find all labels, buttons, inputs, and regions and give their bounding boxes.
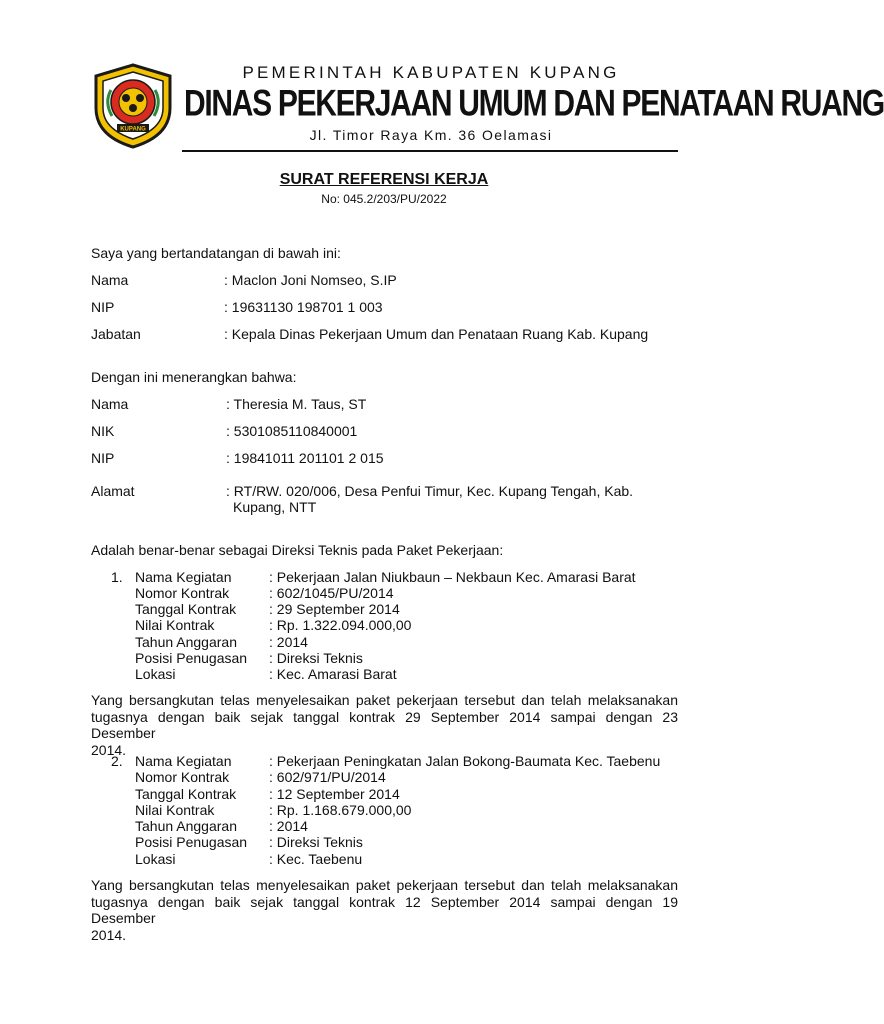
letterhead-address: Jl. Timor Raya Km. 36 Oelamasi <box>309 127 553 143</box>
subject-name-value: : Theresia M. Taus, ST <box>226 396 367 412</box>
signer-position-label: Jabatan <box>91 326 141 342</box>
project-field-label: Lokasi <box>135 851 176 867</box>
signer-nip-label: NIP <box>91 299 115 315</box>
project-field-value: : Kec. Taebenu <box>269 851 363 867</box>
project-field-label: Nama Kegiatan <box>135 753 232 769</box>
statement-line: 2014. <box>91 741 127 758</box>
project-field-label: Posisi Penugasan <box>135 834 248 850</box>
subject-nip-value: : 19841011 201101 2 015 <box>226 450 384 466</box>
project-statement <box>91 877 678 943</box>
signer-name-value: : Maclon Joni Nomseo, S.IP <box>224 272 397 288</box>
project-field-label: Posisi Penugasan <box>135 650 248 666</box>
svg-text:KUPANG: KUPANG <box>120 126 146 133</box>
signer-name-label: Nama <box>91 272 129 288</box>
project-field-value: : Pekerjaan Peningkatan Jalan Bokong-Baumata Kec. Taebenu <box>269 753 661 769</box>
letterhead-government: PEMERINTAH KABUPATEN KUPANG <box>242 63 620 82</box>
project-field-value: : Rp. 1.168.679.000,00 <box>269 802 412 818</box>
project-number: 2. <box>111 753 123 769</box>
project-field-value: : 602/971/PU/2014 <box>269 769 386 785</box>
project-field-label: Nama Kegiatan <box>135 569 232 585</box>
project-field-value: : Direksi Teknis <box>269 834 363 850</box>
kupang-regency-emblem <box>90 62 176 150</box>
project-field-value: : Rp. 1.322.094.000,00 <box>269 617 412 633</box>
statement-line: 2014. <box>91 926 127 943</box>
project-field-value: : 29 September 2014 <box>269 601 400 617</box>
project-field-label: Nomor Kontrak <box>135 769 230 785</box>
role-intro: Adalah benar-benar sebagai Direksi Teknis pada Paket Pekerjaan: <box>91 542 504 558</box>
project-field-label: Nomor Kontrak <box>135 585 230 601</box>
project-field-label: Nilai Kontrak <box>135 617 215 633</box>
project-field-label: Tahun Anggaran <box>135 634 237 650</box>
subject-nip-label: NIP <box>91 450 115 466</box>
subject-nik-value: : 5301085110840001 <box>226 423 358 439</box>
project-field-value: : Kec. Amarasi Barat <box>269 666 397 682</box>
project-field-label: Tahun Anggaran <box>135 818 237 834</box>
signer-position-value: : Kepala Dinas Pekerjaan Umum dan Penataan Ruang Kab. Kupang <box>224 326 649 342</box>
subject-address-label: Alamat <box>91 483 135 499</box>
project-field-value: : 2014 <box>269 634 308 650</box>
statement-line: tugasnya dengan baik sejak tanggal kontrak 12 September 2014 sampai dengan 19 Desember <box>91 893 678 926</box>
subject-intro: Dengan ini menerangkan bahwa: <box>91 369 297 385</box>
signer-nip-value: : 19631130 198701 1 003 <box>224 299 383 315</box>
signer-intro: Saya yang bertandatangan di bawah ini: <box>91 245 341 261</box>
project-field-value: : 602/1045/PU/2014 <box>269 585 394 601</box>
project-field-label: Tanggal Kontrak <box>135 601 237 617</box>
project-field-value: : 2014 <box>269 818 308 834</box>
letterhead-divider <box>182 150 678 152</box>
project-statement <box>91 692 678 758</box>
statement-line: Yang bersangkutan telas menyelesaikan paket pekerjaan tersebut dan telah melaksanakan <box>91 692 678 708</box>
subject-address-value-line2: Kupang, NTT <box>233 499 317 515</box>
project-field-value: : 12 September 2014 <box>269 786 400 802</box>
letterhead-office: DINAS PEKERJAAN UMUM DAN PENATAAN RUANG <box>184 83 884 125</box>
subject-address-value-line1: : RT/RW. 020/006, Desa Penfui Timur, Kec. Kupang Tengah, Kab. <box>226 483 634 499</box>
project-field-value: : Direksi Teknis <box>269 650 363 666</box>
subject-name-label: Nama <box>91 396 129 412</box>
project-field-label: Nilai Kontrak <box>135 802 215 818</box>
project-field-value: : Pekerjaan Jalan Niukbaun – Nekbaun Kec. Amarasi Barat <box>269 569 636 585</box>
document-title: SURAT REFERENSI KERJA <box>279 171 489 188</box>
document-number: No: 045.2/203/PU/2022 <box>321 192 447 206</box>
statement-line: Yang bersangkutan telas menyelesaikan paket pekerjaan tersebut dan telah melaksanakan <box>91 877 678 893</box>
statement-line: tugasnya dengan baik sejak tanggal kontrak 29 September 2014 sampai dengan 23 Desember <box>91 708 678 741</box>
project-field-label: Lokasi <box>135 666 176 682</box>
project-field-label: Tanggal Kontrak <box>135 786 237 802</box>
project-number: 1. <box>111 569 123 585</box>
subject-nik-label: NIK <box>91 423 115 439</box>
